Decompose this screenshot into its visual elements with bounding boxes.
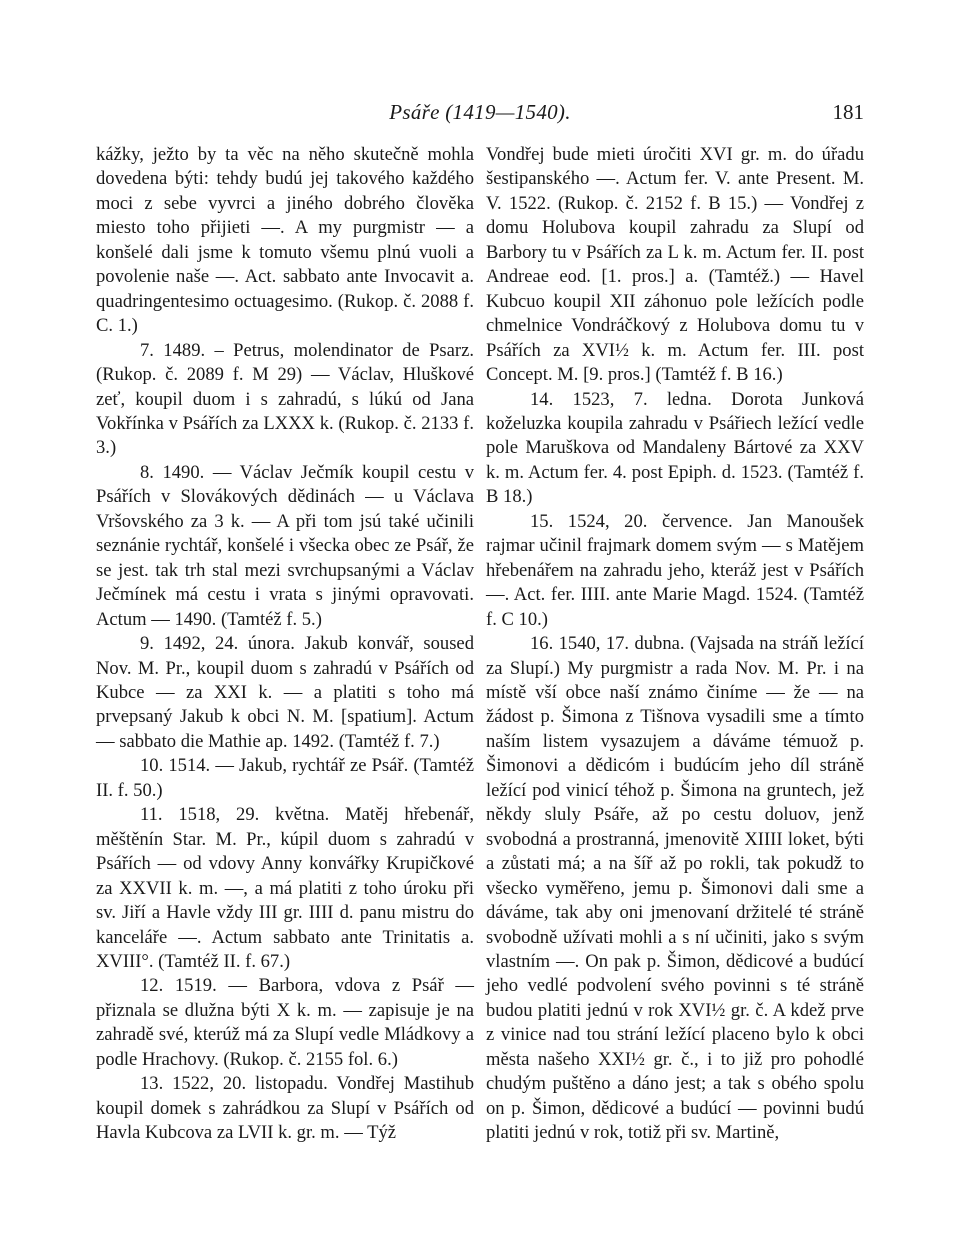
paragraph-entry-9: 9. 1492, 24. února. Jakub konvář, soused Nov. M. Pr., koupil duom s zahradú v Psářích od Kubce — za XXI k. — a platiti s toho má prvepsaný Jakub k obci N. M. [spatium]. Actum — sabbato die Mathie ap. 1492. (Tamtéž f. 7.) bbox=[96, 633, 474, 752]
paragraph: kážky, ježto by ta věc na něho skutečně mohla dovedena býti: tehdy budú jej takového každého moci z sebe vyvrci a jiného dobrého člověka miesto toho přijieti —. A my purgmistr — a konšelé dali jsme k tomuto všemu plnú vuoli a povolenie naše —. Act. sabbato ante Invocavit a. quadringentesimo octuagesimo. (Rukop. č. 2088 f. C. 1.) bbox=[96, 144, 474, 337]
running-title: Psáře (1419—1540). bbox=[389, 100, 571, 124]
paragraph-entry-16: 16. 1540, 17. dubna. (Vajsada na stráň ležící za Slupí.) My purgmistr a rada Nov. M. Pr. i na místě vší obce naší známo činíme — že — na žádost p. Šimona z Tišnova vysadili sme a tímto naším listem vysazujem a dáváme témuož p. Šimonovi a dědicóm i budúcím jeho díl stráně ležící pod vinicí téhož p. Šimona na gruntech, jež někdy sluly Psáře, až po cestu doluov, jenž svobodná a prostranná, jmenovitě XIIII loket, býti a zůstati má; a na šíř až po rokli, tak pokudž to všecko vyměřeno, jemu p. Šimonovi dali sme a dáváme, tak aby oni jmenovaní držitelé té stráně svobodně užívati mohli a s ní učiniti, jako s svým vlastním —. On pak p. Šimon, dědicové a budúcí jeho vedlé podvolení svého povinni s té stráně budou platiti jednú v rok XVI½ gr. č. A kdež prve z vinice nad tou strání ležící placeno bylo k obci města našeho XXI½ gr. č., i to již pro pohodlé chudým puštěno a dáno jest; a tak s obého spolu on p. Šimon, dědicové a budúcí — povinni budú platiti jednú v rok, totiž při sv. Martině, bbox=[486, 633, 864, 1144]
page-number: 181 bbox=[832, 100, 864, 124]
paragraph-continued: Vondřej bude mieti úročiti XVI gr. m. do úřadu šestipanského —. Actum fer. V. ante Present. M. V. 1522. (Rukop. č. 2152 f. B 15.) — Vondřej z domu Holubova koupil zahradu za Slupí od Barbory tu v Psářích za L k. m. Actum fer. II. post Andreae eod. [1. pros.] a. (Tamtéž.) — Havel Kubcuo koupil XII záhonuo pole ležících podle chmelnice Vondráčkový z Holubova domu tu v Psářích za XVI½ k. m. Actum fer. III. post Concept. M. [9. pros.] (Tamtéž f. B 16.) bbox=[486, 144, 864, 386]
paragraph-entry-13: 13. 1522, 20. listopadu. Vondřej Mastihub koupil domek s zahrádkou za Slupí v Psářích od Havla Kubcova za LVII k. gr. m. — Týž bbox=[96, 1073, 474, 1144]
paragraph-entry-14: 14. 1523, 7. ledna. Dorota Junková koželuzka koupila zahradu v Psářiech ležící vedle pole Maruškova od Mandaleny Bártové za XXV k. m. Actum fer. 4. post Epiph. d. 1523. (Tamtéž f. B 18.) bbox=[486, 388, 864, 508]
page-header bbox=[96, 100, 864, 130]
paragraph-entry-7: 7. 1489. – Petrus, molendinator de Psarz. (Rukop. č. 2089 f. M 29) — Václav, Hluškové zeť, koupil duom i s zahradú, s lúkú od Jana Vokřínka v Psářích za LXXX k. (Rukop. č. 2133 f. 3.) bbox=[96, 339, 474, 459]
paragraph-entry-15: 15. 1524, 20. července. Jan Manoušek rajmar učinil frajmark domem svým — s Matějem hřebenářem na zahradu jeho, kteráž jest v Psářích —. Act. fer. IIII. ante Marie Magd. 1524. (Tamtéž f. C 10.) bbox=[486, 510, 864, 630]
paragraph-entry-8: 8. 1490. — Václav Ječmík koupil cestu v Psářích v Slovákových dědinách — u Václava Vršovského za 3 k. — A při tom jsú také učinili seznánie rychtář, konšelé i všecka obec ze Psář, že se jest. tak trh stal mezi svrchupsanými a Václav Ječmínek má cestu i vrata s jinými opravovati. Actum — 1490. (Tamtéž f. 5.) bbox=[96, 461, 474, 630]
paragraph-entry-12: 12. 1519. — Barbora, vdova z Psář — přiznala se dlužna býti X k. m. — zapisuje je na zahradě své, kterúž má za Slupí vedle Mládkovy a podle Hrachovy. (Rukop. č. 2155 fol. 6.) bbox=[96, 975, 474, 1070]
paragraph-entry-11: 11. 1518, 29. května. Matěj hřebenář, měštěnín Star. M. Pr., kúpil duom s zahradú v Psářích — od vdovy Anny konvářky Krupičkové za XXVII k. m. —, a má platiti z toho úroku při sv. Jiří a Havle vždy III gr. IIII d. panu mistru do kanceláře —. Actum sabbato ante Trinitatis a. XVIII°. (Tamtéž II. f. 67.) bbox=[96, 804, 474, 972]
right-column bbox=[486, 143, 864, 1146]
left-column bbox=[96, 143, 474, 1146]
paragraph-entry-10: 10. 1514. — Jakub, rychtář ze Psář. (Tamtéž II. f. 50.) bbox=[96, 755, 474, 801]
